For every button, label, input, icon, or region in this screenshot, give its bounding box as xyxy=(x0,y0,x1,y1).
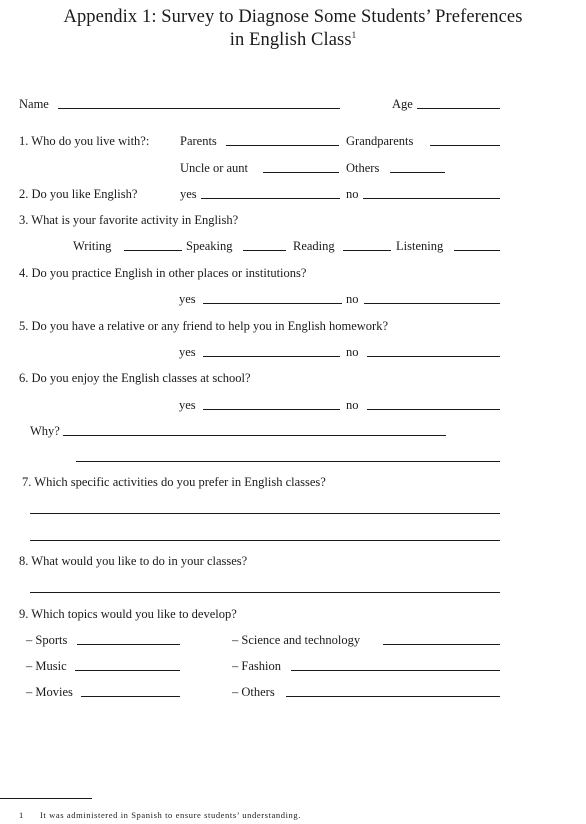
q6-why-label: Why? xyxy=(30,424,60,438)
title-line-1: Appendix 1: Survey to Diagnose Some Students’ Preferences xyxy=(63,7,523,27)
page-title xyxy=(0,6,586,52)
q9-fashion-field[interactable] xyxy=(291,670,500,671)
q8-question: 8. What would you like to do in your classes? xyxy=(19,554,248,568)
q2-yes-field[interactable] xyxy=(201,198,340,199)
q1-option-parents: Parents xyxy=(180,134,217,148)
q5-yes-field[interactable] xyxy=(203,356,340,357)
q3-question: 3. What is your favorite activity in English? xyxy=(19,213,239,227)
q6-why-field-line-2[interactable] xyxy=(76,461,500,462)
q4-yes-label: yes xyxy=(179,292,196,306)
q1-option-grandparents: Grandparents xyxy=(346,134,414,148)
q1-others-field[interactable] xyxy=(390,172,445,173)
q1-parents-field[interactable] xyxy=(226,145,339,146)
q9-topic-fashion: – Fashion xyxy=(232,659,281,673)
q6-no-field[interactable] xyxy=(367,409,500,410)
footnote-text: It was administered in Spanish to ensure students’ understanding. xyxy=(40,810,301,820)
name-label: Name xyxy=(19,97,49,111)
q1-option-uncle: Uncle or aunt xyxy=(180,161,249,175)
q9-topic-movies: – Movies xyxy=(26,685,73,699)
q6-no-label: no xyxy=(346,398,359,412)
q4-no-field[interactable] xyxy=(364,303,500,304)
q9-science-field[interactable] xyxy=(383,644,500,645)
title-line-2 xyxy=(0,29,586,52)
q5-question: 5. Do you have a relative or any friend to help you in English homework? xyxy=(19,319,389,333)
age-field[interactable] xyxy=(417,108,500,109)
q3-writing-field[interactable] xyxy=(124,250,182,251)
name-field[interactable] xyxy=(58,108,340,109)
q1-uncle-field[interactable] xyxy=(263,172,339,173)
q2-no-field[interactable] xyxy=(363,198,500,199)
q3-listening-field[interactable] xyxy=(454,250,500,251)
q5-no-label: no xyxy=(346,345,359,359)
q3-option-reading: Reading xyxy=(293,239,335,253)
footnote-divider xyxy=(0,798,92,799)
q3-option-writing: Writing xyxy=(73,239,112,253)
q1-question: 1. Who do you live with?: xyxy=(19,134,150,148)
q6-question: 6. Do you enjoy the English classes at school? xyxy=(19,371,251,385)
footnote-marker: 1 xyxy=(351,29,357,40)
q4-no-label: no xyxy=(346,292,359,306)
q9-music-field[interactable] xyxy=(75,670,180,671)
q3-option-listening: Listening xyxy=(396,239,444,253)
q4-question: 4. Do you practice English in other places or institutions? xyxy=(19,266,307,280)
q9-topic-music: – Music xyxy=(26,659,67,673)
q4-yes-field[interactable] xyxy=(203,303,342,304)
q8-answer-line[interactable] xyxy=(30,592,500,593)
q7-answer-line-1[interactable] xyxy=(30,513,500,514)
q3-option-speaking: Speaking xyxy=(186,239,233,253)
q9-movies-field[interactable] xyxy=(81,696,180,697)
q9-topic-sports: – Sports xyxy=(26,633,68,647)
q9-sports-field[interactable] xyxy=(77,644,180,645)
title-line-2-text: in English Class xyxy=(229,30,352,50)
q2-no-label: no xyxy=(346,187,359,201)
q2-question: 2. Do you like English? xyxy=(19,187,138,201)
q3-speaking-field[interactable] xyxy=(243,250,286,251)
q5-no-field[interactable] xyxy=(367,356,500,357)
q3-reading-field[interactable] xyxy=(343,250,391,251)
q9-others-field[interactable] xyxy=(286,696,500,697)
q7-question: 7. Which specific activities do you prefer in English classes? xyxy=(22,475,326,489)
q6-yes-label: yes xyxy=(179,398,196,412)
q5-yes-label: yes xyxy=(179,345,196,359)
q6-why-field-line-1[interactable] xyxy=(63,435,446,436)
q9-topic-others: – Others xyxy=(232,685,275,699)
q9-question: 9. Which topics would you like to develop? xyxy=(19,607,237,621)
q1-option-others: Others xyxy=(346,161,380,175)
q9-topic-science: – Science and technology xyxy=(232,633,361,647)
q7-answer-line-2[interactable] xyxy=(30,540,500,541)
footnote-number: 1 xyxy=(19,810,24,820)
q2-yes-label: yes xyxy=(180,187,197,201)
q1-grandparents-field[interactable] xyxy=(430,145,500,146)
age-label: Age xyxy=(392,97,413,111)
q6-yes-field[interactable] xyxy=(203,409,340,410)
